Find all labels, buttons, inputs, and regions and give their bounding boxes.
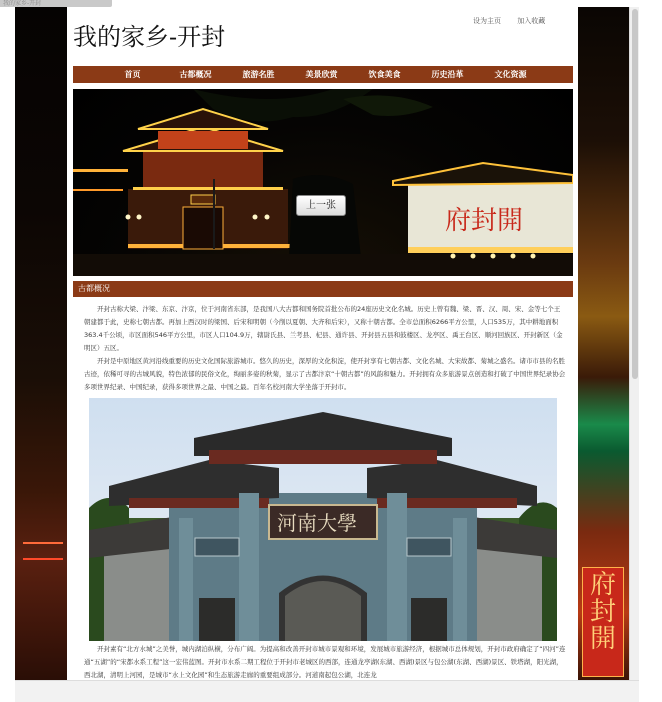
nav-item-food[interactable]: 饮食美食 [368,69,401,79]
nav-item-home[interactable]: 首页 [124,69,141,79]
browser-tab-label[interactable]: 我的家乡-开封 [0,0,112,7]
scrollbar-thumb[interactable] [632,9,638,379]
gate-sign-text: 府封開 [445,206,524,236]
set-homepage-link[interactable]: 设为主页 [473,17,501,25]
top-links [473,16,559,26]
nav-item-overview[interactable]: 古都概况 [179,69,212,79]
background-left-night-gate [15,7,67,680]
background-right-night-gate [578,7,629,680]
paragraph-tourism: 开封是中原地区黄河沿线重要的历史文化国际旅游城市。悠久的历史，深厚的文化积淀，使开封享有七朝古都、文化名城、大宋故都、菊城之盛名。诸市市县的名胜古迹，依稀可寻的古城风貌，特色浓郁的民俗文化，绚丽多姿的秋菊，显示了古都汴京“十朝古都”的风韵和魅力。开封拥有众多旅游景点创造和打破了中国世界纪录协会多项世界纪录、中国纪录，获得多项世界之最、中国之最。百年名校河南大学坐落于开封市。 [84,357,566,391]
site-title: 我的家乡-开封 [73,23,226,51]
vertical-scrollbar[interactable] [629,7,639,680]
nav-item-scenery[interactable]: 美景欣赏 [305,69,338,79]
add-favorite-link[interactable]: 加入收藏 [517,17,546,25]
previous-slide-button[interactable]: 上一张 [296,195,346,216]
gate-plaque-text: 河南大學 [277,511,357,535]
background-sign: 府封開 [582,567,624,677]
main-nav [73,66,573,83]
banner-night-scene [73,89,573,276]
banner-slideshow [73,89,573,276]
nav-item-culture[interactable]: 文化资源 [494,69,527,79]
section-header: 古都概况 [73,281,573,297]
nav-item-history[interactable]: 历史沿革 [431,69,464,79]
henan-university-gate-drawing [89,398,557,641]
page-viewport [15,7,629,680]
horizontal-scrollbar[interactable] [15,680,639,702]
page-content [67,7,578,680]
henan-university-gate-photo [89,398,557,641]
paragraph-intro: 开封古称大梁、汴梁、东京、汴京，位于河南省东部，是我国八大古都和国务院首批公布的24座历史文化名城。历史上曾有魏、梁、晋、汉、周、宋、金等七个王朝建都于此，史称七朝古都。再加上西汉时的梁国、后宋和明朝（今削以夏朝、大齐和后宋），又称十朝古都。全市总面积6266平方公里，人口535万，其中耕地面积363.4千公顷，市区面积546平方公里，市区人口104.9万，辖尉氏县、兰考县、杞县、通许县、开封县五县和鼓楼区、龙亭区、禹王台区、顺河回族区、开封新区（金明区）五区。 [84,305,563,352]
paragraph-water-city: 开封素有“北方水城”之美誉，城内湖泊纵横，分布广阔。为提高和改善开封市城市景观和环境，发展城市旅游经济，根据城市总体规划，开封市政府确定了“四河”连通“五湖”的“宋都水系工程”这一宏伟蓝图。开封市水系二期工程位于开封市老城区的西部，连通龙亭湖(东湖、西湖)景区与包公湖(东湖、西湖)景区、铁塔湖，阳光湖，西北湖，清明上河园，是城市“水上文化园”和生态旅游走廊的重要组成部分。河道南起包公湖，北连龙 [84,645,566,679]
nav-item-scenic-spots[interactable]: 旅游名胜 [242,69,275,79]
